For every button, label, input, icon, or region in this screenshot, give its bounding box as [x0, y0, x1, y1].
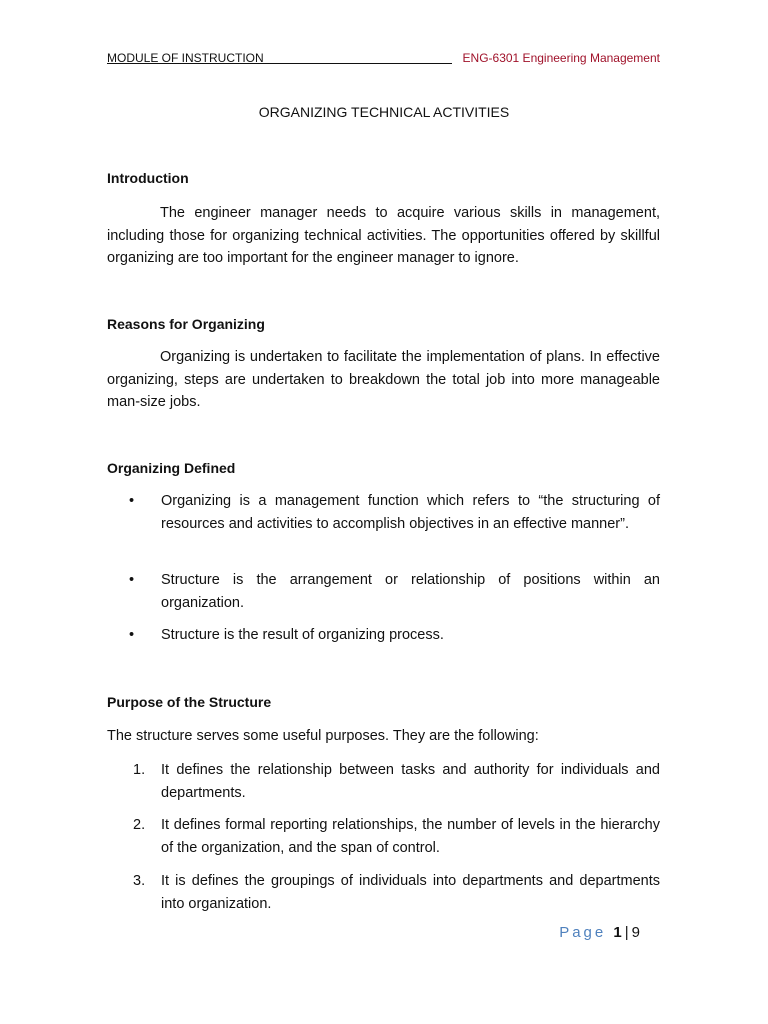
- document-title: ORGANIZING TECHNICAL ACTIVITIES: [258, 104, 510, 120]
- item-number: 2.: [133, 817, 146, 833]
- bullet-text: Structure is the result of organizing process.: [161, 627, 444, 643]
- page-separator: |: [624, 924, 629, 941]
- course-title: ENG-6301 Engineering Management: [462, 51, 660, 65]
- reasons-heading: Reasons for Organizing: [107, 316, 265, 332]
- header-rule: [255, 63, 452, 64]
- module-label: MODULE OF INSTRUCTION: [107, 51, 264, 65]
- bullet-text: Structure is the arrangement or relationship of positions within an organization.: [161, 572, 660, 611]
- intro-heading: Introduction: [107, 170, 189, 186]
- page-footer: [559, 924, 640, 941]
- reasons-paragraph: Organizing is undertaken to facilitate the implementation of plans. In effective organizing, steps are undertaken to breakdown the total job into more manageable man-size jobs.: [107, 349, 660, 410]
- intro-paragraph: The engineer manager needs to acquire various skills in management, including those for organizing technical activities. The opportunities offered by skillful organizing are too important for the engineer manager to ignore.: [107, 205, 660, 266]
- bullet-marker: •: [129, 627, 135, 643]
- bullet-marker: •: [129, 493, 135, 509]
- defined-heading: Organizing Defined: [107, 460, 236, 476]
- item-number: 1.: [133, 762, 146, 778]
- item-number: 3.: [133, 873, 146, 889]
- purpose-heading: Purpose of the Structure: [107, 694, 272, 710]
- item-text: It is defines the groupings of individuals into departments and departments into organization.: [161, 873, 660, 912]
- item-text: It defines the relationship between tasks and authority for individuals and departments.: [161, 762, 660, 801]
- page-label: Page: [559, 924, 607, 941]
- item-text: It defines formal reporting relationships, the number of levels in the hierarchy of the organization, and the span of control.: [161, 817, 660, 856]
- page-number: 1: [613, 924, 622, 941]
- bullet-marker: •: [129, 572, 135, 588]
- purpose-intro: The structure serves some useful purposes. They are the following:: [107, 728, 539, 744]
- page-total: 9: [631, 924, 640, 941]
- bullet-text: Organizing is a management function which refers to “the structuring of resources and activities to accomplish objectives in an effective manner”.: [161, 493, 660, 532]
